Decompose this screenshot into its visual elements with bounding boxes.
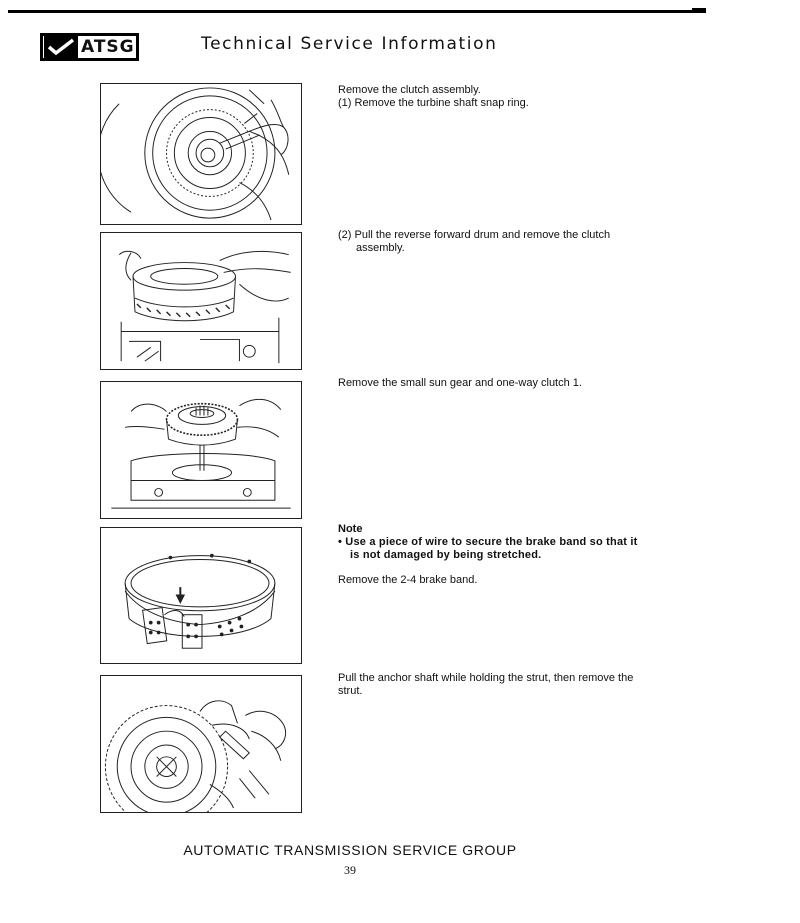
figure-turbine-shaft-snap-ring	[100, 83, 302, 225]
brake-band-illustration	[101, 528, 301, 663]
logo-text: ATSG	[81, 36, 135, 57]
step-text: Remove the small sun gear and one-way clutch 1.	[338, 377, 582, 389]
step-text: (2) Pull the reverse forward drum and remove the clutch assembly.	[338, 229, 611, 254]
note-label: Note	[338, 523, 363, 535]
step-text: (1) Remove the turbine shaft snap ring.	[338, 97, 529, 109]
checkmark-icon	[44, 36, 78, 58]
page-title: Technical Service Information	[201, 34, 498, 54]
anchor-shaft-illustration	[101, 676, 301, 812]
sun-gear-illustration	[101, 382, 301, 518]
figure-brake-band	[100, 527, 302, 664]
note-text: • Use a piece of wire to secure the brake band so that it is not damaged by being stretched.	[338, 536, 638, 561]
atsg-logo	[40, 33, 139, 61]
figure-sun-gear-one-way-clutch	[100, 381, 302, 519]
step-text: Remove the clutch assembly.	[338, 84, 481, 96]
step-remove-clutch-assembly	[338, 84, 638, 110]
turbine-shaft-illustration	[101, 84, 301, 224]
step-remove-sun-gear	[338, 377, 638, 390]
step-remove-brake-band	[338, 523, 638, 587]
footer-org: AUTOMATIC TRANSMISSION SERVICE GROUP	[183, 842, 517, 858]
top-rule-tip	[692, 8, 706, 13]
drum-illustration	[101, 233, 301, 369]
step-pull-drum	[338, 229, 638, 255]
figure-anchor-shaft-strut	[100, 675, 302, 813]
figure-reverse-forward-drum	[100, 232, 302, 370]
step-remove-strut	[338, 672, 638, 698]
step-text: Pull the anchor shaft while holding the strut, then remove the strut.	[338, 672, 634, 697]
page-number: 39	[344, 863, 356, 877]
step-text: Remove the 2-4 brake band.	[338, 574, 478, 586]
top-rule	[8, 10, 706, 13]
